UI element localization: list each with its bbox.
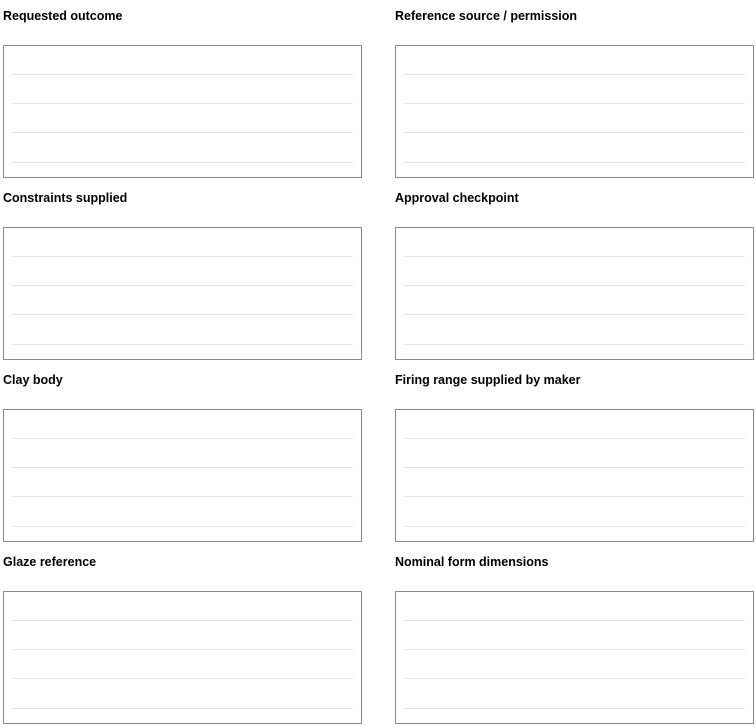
writing-line xyxy=(12,162,353,163)
writing-line xyxy=(12,678,353,679)
writing-line xyxy=(404,678,745,679)
writing-line xyxy=(404,467,745,468)
writing-line xyxy=(404,649,745,650)
writing-line xyxy=(12,649,353,650)
field-label: Firing range supplied by maker xyxy=(395,373,581,387)
writing-line xyxy=(12,103,353,104)
field-clay-body xyxy=(3,364,362,546)
field-label: Approval checkpoint xyxy=(395,191,519,205)
writing-line xyxy=(404,708,745,709)
writing-line xyxy=(12,344,353,345)
field-requested-outcome xyxy=(3,0,362,182)
writing-line xyxy=(404,496,745,497)
writing-line xyxy=(12,132,353,133)
field-label: Requested outcome xyxy=(3,9,123,23)
writing-line xyxy=(12,438,353,439)
writing-line xyxy=(404,526,745,527)
writing-line xyxy=(404,438,745,439)
field-reference-source xyxy=(395,0,754,182)
nominal-form-dimensions-input[interactable] xyxy=(395,591,754,724)
firing-range-input[interactable] xyxy=(395,409,754,542)
writing-line xyxy=(12,256,353,257)
field-label: Reference source / permission xyxy=(395,9,578,23)
field-label: Constraints supplied xyxy=(3,191,128,205)
writing-line xyxy=(12,467,353,468)
field-firing-range xyxy=(395,364,754,546)
writing-line xyxy=(404,103,745,104)
field-label: Glaze reference xyxy=(3,555,97,569)
writing-line xyxy=(404,256,745,257)
reference-source-input[interactable] xyxy=(395,45,754,178)
writing-line xyxy=(12,285,353,286)
field-glaze-reference xyxy=(3,546,362,728)
field-label: Clay body xyxy=(3,373,63,387)
writing-line xyxy=(404,285,745,286)
writing-line xyxy=(404,620,745,621)
writing-line xyxy=(404,344,745,345)
writing-line xyxy=(12,496,353,497)
field-constraints-supplied xyxy=(3,182,362,364)
approval-checkpoint-input[interactable] xyxy=(395,227,754,360)
glaze-reference-input[interactable] xyxy=(3,591,362,724)
writing-line xyxy=(12,314,353,315)
field-approval-checkpoint xyxy=(395,182,754,364)
field-label: Nominal form dimensions xyxy=(395,555,549,569)
constraints-supplied-input[interactable] xyxy=(3,227,362,360)
writing-line xyxy=(12,708,353,709)
clay-body-input[interactable] xyxy=(3,409,362,542)
writing-line xyxy=(12,526,353,527)
writing-line xyxy=(404,74,745,75)
writing-line xyxy=(404,314,745,315)
field-nominal-form-dimensions xyxy=(395,546,754,728)
writing-line xyxy=(404,162,745,163)
requested-outcome-input[interactable] xyxy=(3,45,362,178)
writing-line xyxy=(12,620,353,621)
writing-line xyxy=(12,74,353,75)
writing-line xyxy=(404,132,745,133)
form-grid xyxy=(3,0,754,728)
